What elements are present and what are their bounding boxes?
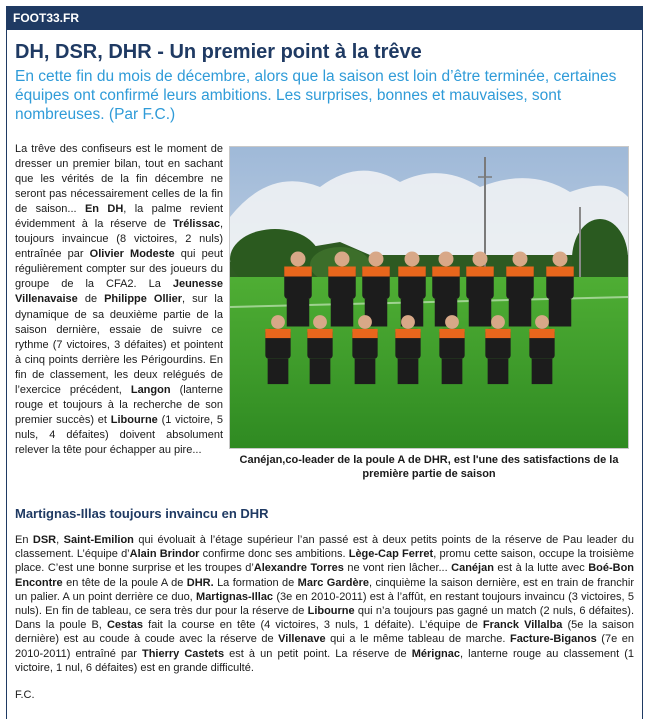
body-segment-text: fait la course en tête (4 victoires, 3 nuls, 1 défaite). L’équipe de bbox=[143, 619, 483, 632]
body-segment-bold: Villenave bbox=[278, 633, 326, 646]
body-segment-text: , cinquième la saison dernière, est en train de franchir un palier. A un point derrière ce duo, bbox=[15, 576, 634, 603]
body-segment-bold: Alexandre Torres bbox=[253, 562, 344, 575]
intro-segment-text: qui peut régulièrement compter sur des joueurs du groupe de la CFA2. La bbox=[15, 248, 224, 291]
body-segment-bold: Canéjan bbox=[451, 562, 494, 575]
intro-segment-bold: Langon bbox=[130, 383, 171, 396]
body-segment-bold: Franck Villalba bbox=[482, 619, 563, 632]
intro-segment-text: (lanterne rouge et toujours à la recherche de son premier succès) et bbox=[15, 383, 223, 426]
body-segment-text: (5e la saison dernière) est au coude à coude avec la réserve de bbox=[15, 619, 634, 646]
intro-segment-bold: Olivier Modeste bbox=[89, 248, 175, 261]
intro-segment-text: (1 victoire, 5 nuls, 4 défaites) doivent absolument relever la tête pour échapper au pire... bbox=[15, 413, 223, 456]
body-segment-text: qui n’a toujours pas gagné un match (2 nuls, 6 défaites). Dans la poule B, bbox=[15, 605, 634, 632]
body-segment-bold: Thierry Castets bbox=[141, 647, 225, 660]
team-photo-image bbox=[230, 147, 628, 448]
body-segment-text: en tête de la poule A de bbox=[62, 576, 187, 589]
team-photo bbox=[229, 146, 629, 449]
body-segment-text: qui évoluait à l’étage supérieur l’an passé est à deux petits points de la réserve de Pau leader du classement. L’équipe d’ bbox=[15, 534, 634, 561]
section-heading: Martignas-Illas toujours invaincu en DHR bbox=[15, 506, 269, 521]
intro-segment-text: , sur la dynamique de sa deuxième partie de la saison dernière, essaie de suivre ce rythme (7 victoires, 3 défaites) et pointent à cinq points derrière les Périgourdins. En fin de classement, les deux relégués de l’exercice précédent, bbox=[15, 293, 223, 396]
body-segment-text: qui a le même tableau de marche. bbox=[325, 633, 510, 646]
photo-caption: Canéjan,co-leader de la poule A de DHR, est l'une des satisfactions de la première partie de saison bbox=[239, 454, 619, 480]
body-segment-text: confirme donc ses ambitions. bbox=[199, 548, 349, 561]
body-segment-bold: Martignas-Illac bbox=[196, 590, 274, 603]
body-segment-text: ne vont rien lâcher... bbox=[343, 562, 452, 575]
intro-section bbox=[7, 142, 642, 482]
body-segment-bold: Alain Brindor bbox=[129, 548, 200, 561]
intro-segment-bold: Jeunesse Villenavaise bbox=[15, 278, 223, 306]
body-segment-text: (3e en 2010-2011) est à l’affût, en restant toujours invaincu (3 victoires, 5 nuls). En fin de tableau, ce sera très dur pour la réserve de bbox=[15, 590, 634, 618]
body-segment-text: , promu cette saison, occupe la troisième place. C’est une bonne surprise et les troupes d’ bbox=[15, 548, 634, 575]
body-segment-text: En bbox=[15, 534, 33, 546]
site-name[interactable]: FOOT33.FR bbox=[7, 7, 642, 30]
intro-segment-text: , la palme revient évidemment à la réserve de bbox=[15, 203, 223, 231]
body-segment-bold: Mérignac bbox=[411, 647, 460, 660]
body-segment-text: est à un petit point. La réserve de bbox=[224, 647, 412, 660]
author-signature: F.C. bbox=[15, 689, 35, 702]
intro-segment-text: de bbox=[77, 293, 105, 306]
body-segment-text: , bbox=[56, 534, 64, 546]
body-segment-bold: DHR. bbox=[186, 576, 214, 589]
body-segment-bold: Saint-Emilion bbox=[63, 534, 134, 546]
intro-segment-bold: Trélissac bbox=[172, 218, 220, 231]
body-segment-bold: Facture-Biganos bbox=[509, 633, 597, 646]
intro-segment-bold: Philippe Ollier bbox=[104, 293, 183, 306]
intro-segment-bold: Libourne bbox=[110, 413, 158, 426]
body-segment-bold: Cestas bbox=[106, 619, 144, 632]
article-title: DH, DSR, DHR - Un premier point à la trêve bbox=[15, 41, 422, 63]
body-segment-bold: Boé-Bon Encontre bbox=[15, 562, 635, 589]
body-segment-bold: Marc Gardère bbox=[297, 576, 369, 589]
body-segment-bold: Libourne bbox=[307, 605, 355, 618]
intro-segment-text: , toujours invaincue (8 victoires, 2 nuls) entraînée par bbox=[15, 218, 223, 261]
article-subtitle: En cette fin du mois de décembre, alors que la saison est loin d’être terminée, certaines équipes ont confirmé leurs ambitions. Les surprises, bonnes et mauvaises, sont nombreuses. (Par F.C.) bbox=[15, 68, 617, 123]
body-segment-bold: Lège-Cap Ferret bbox=[348, 548, 434, 561]
intro-paragraph bbox=[15, 142, 223, 458]
body-segment-text: , lanterne rouge au classement (1 victoire, 1 nul, 6 défaites) est en grande difficulté. bbox=[15, 647, 634, 674]
article-frame bbox=[6, 6, 643, 719]
body-segment-text: est à la lutte avec bbox=[493, 562, 589, 575]
article-body bbox=[15, 533, 634, 675]
intro-segment-text: La trêve des confiseurs est le moment de dresser un premier bilan, tout en sachant que les vérités de la fin décembre ne seront pas nécessairement celles de la fin de saison... bbox=[15, 143, 223, 216]
body-segment-text: (7e en 2010-2011) entraîné par bbox=[15, 633, 634, 660]
body-segment-text: La formation de bbox=[213, 576, 298, 589]
intro-segment-bold: En DH bbox=[84, 203, 124, 216]
body-segment-bold: DSR bbox=[32, 534, 57, 546]
